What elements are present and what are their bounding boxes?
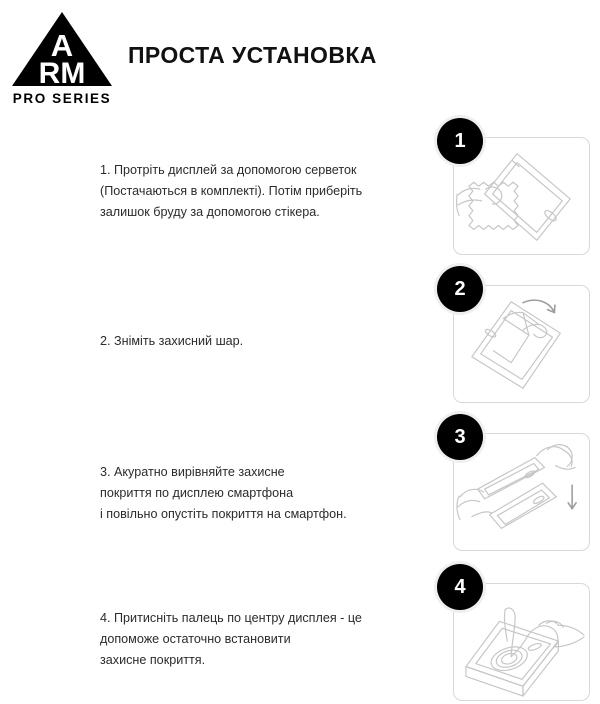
step-text-3: 3. Акуратно вирівняйте захисне покриття по дисплею смартфона і повільно опустіть покриття на смартфон.	[100, 465, 347, 521]
step-badge-4: 4	[437, 564, 483, 610]
step-text-2: 2. Зніміть захисний шар.	[100, 334, 244, 348]
brand-logo-svg	[6, 8, 118, 106]
step-badge-1: 1	[437, 118, 483, 164]
logo-tagline: PRO SERIES	[12, 91, 112, 106]
step-text-1: 1. Протріть дисплей за допомогою серветок (Постачаються в комплекті). Потім приберіть залишок бруду за допомогою стікера.	[100, 163, 363, 219]
step-badge-3: 3	[437, 414, 483, 460]
logo-letters-rm: RM	[38, 57, 86, 90]
brand-logo	[6, 8, 118, 106]
page-title: ПРОСТА УСТАНОВКА	[128, 42, 377, 68]
logo-letter-a: A	[50, 28, 74, 63]
step-text-4: 4. Притисніть палець по центру дисплея - це допоможе остаточно встановити захисне покриття.	[100, 611, 362, 667]
step-badge-2: 2	[437, 266, 483, 312]
